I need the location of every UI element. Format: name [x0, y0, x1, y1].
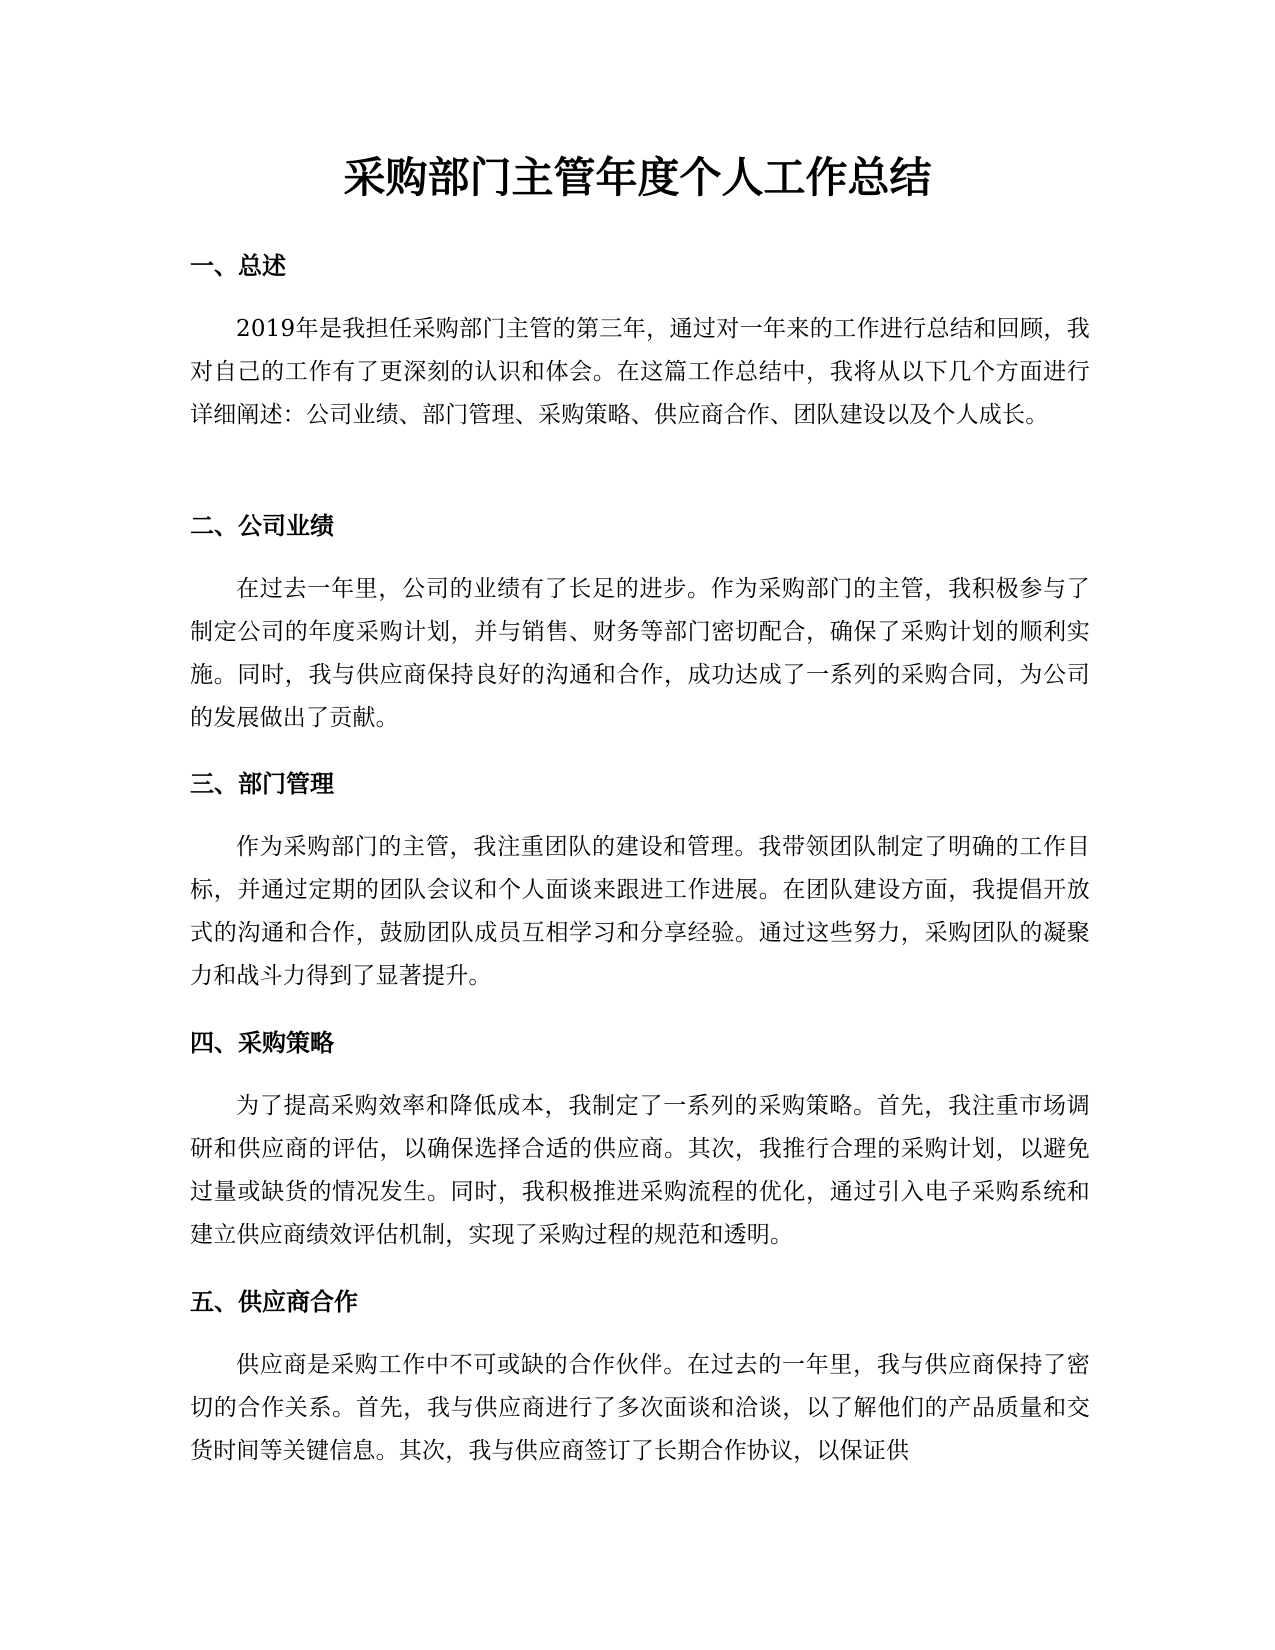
section-supplier-cooperation	[190, 1286, 1090, 1473]
section-heading: 三、部门管理	[190, 770, 334, 798]
section-heading: 二、公司业绩	[190, 512, 334, 540]
section-procurement-strategy	[190, 1027, 1090, 1257]
section-paragraph: 供应商是采购工作中不可或缺的合作伙伴。在过去的一年里，我与供应商保持了密切的合作关系。首先，我与供应商进行了多次面谈和洽谈，以了解他们的产品质量和交货时间等关键信息。其次，我与供应商签订了长期合作协议，以保证供	[190, 1352, 1090, 1464]
document-title: 采购部门主管年度个人工作总结	[343, 153, 932, 202]
section-paragraph: 2019年是我担任采购部门主管的第三年，通过对一年来的工作进行总结和回顾，我对自己的工作有了更深刻的认识和体会。在这篇工作总结中，我将从以下几个方面进行详细阐述：公司业绩、部门管理、采购策略、供应商合作、团队建设以及个人成长。	[190, 316, 1090, 428]
section-company-performance	[190, 510, 1090, 740]
section-overview	[190, 250, 1090, 437]
section-department-management	[190, 768, 1090, 998]
section-paragraph: 在过去一年里，公司的业绩有了长足的进步。作为采购部门的主管，我积极参与了制定公司的年度采购计划，并与销售、财务等部门密切配合，确保了采购计划的顺利实施。同时，我与供应商保持良好的沟通和合作，成功达成了一系列的采购合同，为公司的发展做出了贡献。	[190, 576, 1090, 731]
section-heading: 五、供应商合作	[190, 1288, 358, 1316]
section-heading: 一、总述	[190, 252, 286, 280]
section-heading: 四、采购策略	[190, 1029, 334, 1057]
section-paragraph: 作为采购部门的主管，我注重团队的建设和管理。我带领团队制定了明确的工作目标，并通过定期的团队会议和个人面谈来跟进工作进展。在团队建设方面，我提倡开放式的沟通和合作，鼓励团队成员互相学习和分享经验。通过这些努力，采购团队的凝聚力和战斗力得到了显著提升。	[190, 834, 1090, 989]
section-paragraph: 为了提高采购效率和降低成本，我制定了一系列的采购策略。首先，我注重市场调研和供应商的评估，以确保选择合适的供应商。其次，我推行合理的采购计划，以避免过量或缺货的情况发生。同时，我积极推进采购流程的优化，通过引入电子采购系统和建立供应商绩效评估机制，实现了采购过程的规范和透明。	[190, 1093, 1090, 1248]
